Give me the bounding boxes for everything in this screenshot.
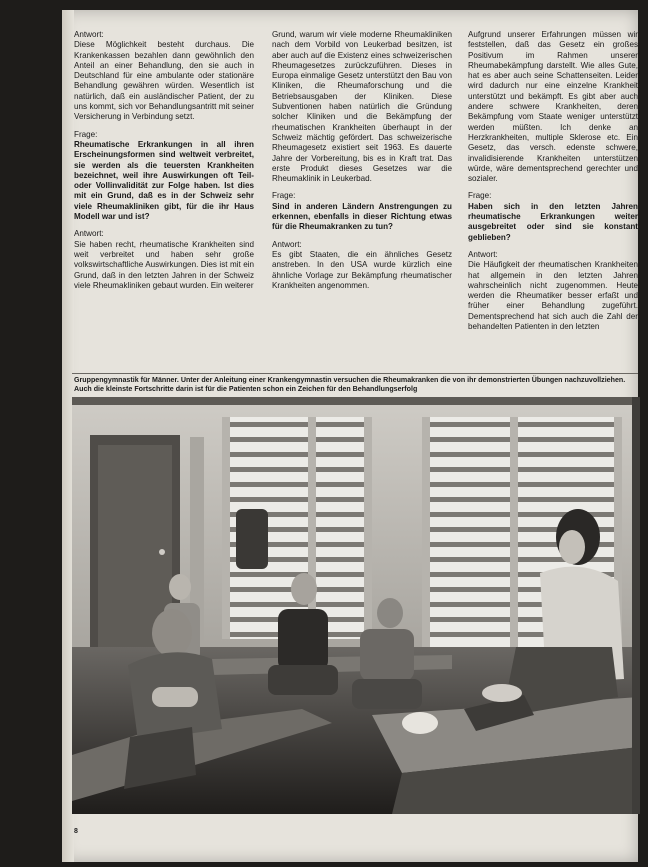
- answer-paragraph: Es gibt Staaten, die ein ähnliches Gesetz anstreben. In den USA wurde kürzlich eine ähnliche Vorlage zur Bekämpfung rheumatischer Krankheiten angenommen.: [272, 249, 452, 290]
- answer-label: Antwort:: [74, 30, 104, 39]
- answer-paragraph: Aufgrund unserer Erfahrungen müssen wir feststellen, daß das Gesetz ein großes Positivum im Rahmen unserer Rheumabekämpfung darstellt. Wie alles Gute, hat es aber auch seine Schattenseiten. Leider wird dadurch nur eine einzelne Krankheit unterstützt und bekämpft. Es gibt aber auch andere schwere Krankheiten, deren Bekämpfung vom Staate weniger unterstützt werden müßten. Ich denke an Herzkrankheiten, multiple Sklerose etc. Ein Gesetz, das versch. edenste schwere, invalidisierende Krankheiten unterstützen würde, wäre dementsprechend gerechter und sozialer.: [468, 30, 638, 184]
- page-number: 8: [74, 828, 78, 835]
- answer-label: Antwort:: [74, 229, 104, 239]
- caption-divider: [72, 373, 638, 374]
- question-label: Frage:: [272, 191, 296, 201]
- magazine-page: [62, 10, 638, 862]
- text-column-2: [272, 30, 452, 298]
- question-paragraph: Haben sich in den letzten Jahren rheumatische Erkrankungen weiter ausgebreitet oder sind sie konstant geblieben?: [468, 201, 638, 242]
- answer-label: Antwort:: [468, 249, 498, 259]
- answer-paragraph: Grund, warum wir viele moderne Rheumakliniken nach dem Vorbild von Leukerbad besitzen, ist aber auch auf die Existenz eines schweizerischen Rheumagesetzes zurückzuführen. Dieses in Europa einmalige Gesetz unterstützt den Bau von Kliniken, die Rheumaforschung und die Betriebsausgaben der Kliniken. Diese Subventionen haben natürlich die Gründung solcher Kliniken und die Bekämpfung der rheumatischen Krankheiten überhaupt in der Schweiz mächtig gefördert. Das schweizerische Rheumagesetz existiert seit 1963. Es dauerte Jahre der Vorbereitung, bis es in Kraft trat. Das erste Produkt dieses Gesetzes war die Rheumaklinik in Leukerbad.: [272, 30, 452, 184]
- photo-caption: Gruppengymnastik für Männer. Unter der Anleitung einer Krankengymnastin versuchen die Rheumakranken die von ihr demonstrierten Übungen nachzuvollziehen. Auch die kleinste Fortschritte darin ist für die Patienten schon ein Zeichen für den Behandlungserfolg: [74, 376, 626, 393]
- group-gymnastics-photo: [72, 397, 640, 814]
- text-column-3: [468, 30, 638, 339]
- answer-label: Antwort:: [272, 239, 302, 249]
- question-paragraph: Sind in anderen Ländern Anstrengungen zu erkennen, ebenfalls in dieser Richtung etwas für die Rheumakranken zu tun?: [272, 201, 452, 232]
- question-paragraph: Rheumatische Erkrankungen in all ihren Erscheinungsformen sind weltweit verbreitet, sie werden als die teuersten Krankheiten bezeichnet, weil ihre Auswirkungen oft Teil- oder Vollinvalidität zur Folge haben. Ist dies mit ein Grund, daß es in der Schweiz sehr viele Rheumakliniken gibt, für die ihr Haus Modell war und ist?: [74, 139, 254, 222]
- answer-paragraph: Diese Möglichkeit besteht durchaus. Die Krankenkassen bezahlen dann gewöhnlich den Anteil an einer Behandlung, den sie auch in Deutschland für eine ambulante oder stationäre Behandlung gewähren würden. Wesentlich ist natürlich, daß ein ausländischer Patient, der zu uns kommt, sich vor Behandlungsantritt mit seiner Versicherung in Verbindung setzt.: [74, 40, 254, 122]
- text-column-1: [74, 30, 254, 298]
- answer-paragraph: Die Häufigkeit der rheumatischen Krankheiten hat allgemein in den letzten Jahren wahrscheinlich nicht zugenommen. Heute werden die Rheumatiker besser erfaßt und früher einer Behandlung zugeführt. Dementsprechend hat sich auch die Zahl der behandelten Patienten in den letzten: [468, 260, 638, 332]
- answer-paragraph: Sie haben recht, rheumatische Krankheiten sind weit verbreitet und haben sehr große volkswirtschaftliche Auswirkungen. Dies ist mit ein Grund, daß in den letzten Jahren in der Schweiz viele Rheumakliniken gebaut wurden. Ein weiterer: [74, 239, 254, 290]
- question-label: Frage:: [74, 129, 98, 139]
- question-label: Frage:: [468, 191, 492, 201]
